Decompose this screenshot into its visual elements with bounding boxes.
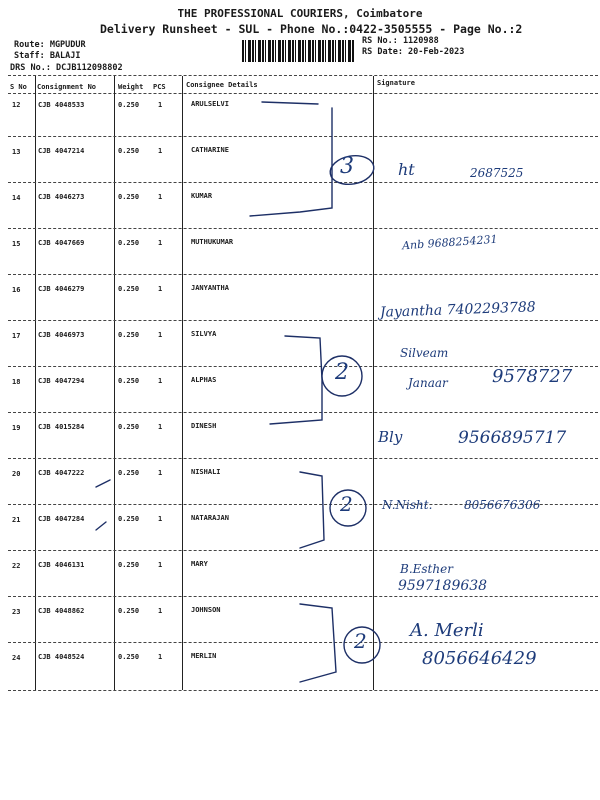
phone-number: 2687525 xyxy=(470,166,524,180)
row-consignment: CJB 4046279 xyxy=(38,285,85,293)
row-pcs: 1 xyxy=(158,285,163,293)
row-consignee: SILVYA xyxy=(191,330,217,338)
row-consignee: NISHALI xyxy=(191,468,221,476)
row-consignee: JOHNSON xyxy=(191,606,221,614)
row-pcs: 1 xyxy=(158,147,163,155)
col-consignment: Consignment No xyxy=(37,83,97,91)
count-circle-text: 3 xyxy=(340,154,354,179)
phone-number: 8056646429 xyxy=(422,648,537,669)
rs-date: RS Date: 20-Feb-2023 xyxy=(362,47,465,57)
row-weight: 0.250 xyxy=(118,331,140,339)
row-consignee: DINESH xyxy=(191,422,217,430)
row-consignment: CJB 4048524 xyxy=(38,653,85,661)
row-pcs: 1 xyxy=(158,469,163,477)
row-weight: 0.250 xyxy=(118,607,140,615)
signature: B.Esther xyxy=(400,562,453,576)
row-consignment: CJB 4046973 xyxy=(38,331,85,339)
row-consignee: CATHARINE xyxy=(191,146,229,154)
row-sno: 17 xyxy=(12,332,21,340)
row-weight: 0.250 xyxy=(118,653,140,661)
row-sno: 23 xyxy=(12,608,21,616)
row-weight: 0.250 xyxy=(118,423,140,431)
row-consignment: CJB 4046131 xyxy=(38,561,85,569)
count-circle-text: 2 xyxy=(335,360,349,385)
row-sno: 21 xyxy=(12,516,21,524)
row-pcs: 1 xyxy=(158,561,163,569)
row-sno: 12 xyxy=(12,101,21,109)
row-weight: 0.250 xyxy=(118,561,140,569)
row-consignment: CJB 4047284 xyxy=(38,515,85,523)
count-circle-text: 2 xyxy=(340,492,353,516)
row-consignee: ARULSELVI xyxy=(191,100,229,108)
row-weight: 0.250 xyxy=(118,285,140,293)
route-label: Route: MGPUDUR xyxy=(14,40,86,50)
signature: ht xyxy=(398,160,415,179)
row-pcs: 1 xyxy=(158,515,163,523)
row-pcs: 1 xyxy=(158,653,163,661)
row-weight: 0.250 xyxy=(118,469,140,477)
drs-label: DRS No.: DCJB112098802 xyxy=(10,63,123,73)
staff-label: Staff: BALAJI xyxy=(14,51,81,61)
signature-phone: Jayantha 7402293788 xyxy=(379,299,536,321)
row-consignee: KUMAR xyxy=(191,192,213,200)
row-consignee: MERLIN xyxy=(191,652,217,660)
row-pcs: 1 xyxy=(158,239,163,247)
row-pcs: 1 xyxy=(158,101,163,109)
runsheet-title: Delivery Runsheet - SUL - Phone No.:0422-3505555 - Page No.:2 xyxy=(100,22,523,36)
row-consignee: ALPHAS xyxy=(191,376,217,384)
count-circle-text: 2 xyxy=(354,629,367,653)
rs-number: RS No.: 1120988 xyxy=(362,36,439,46)
row-sno: 19 xyxy=(12,424,21,432)
phone-number: 9578727 xyxy=(492,366,573,387)
col-weight: Weight xyxy=(118,83,144,91)
phone-number: 9597189638 xyxy=(398,578,488,594)
col-pcs: PCS xyxy=(153,83,166,91)
row-weight: 0.250 xyxy=(118,377,140,385)
row-weight: 0.250 xyxy=(118,193,140,201)
row-consignment: CJB 4048862 xyxy=(38,607,85,615)
row-sno: 22 xyxy=(12,562,21,570)
row-consignment: CJB 4047222 xyxy=(38,469,85,477)
row-sno: 13 xyxy=(12,148,21,156)
row-consignment: CJB 4047214 xyxy=(38,147,85,155)
row-consignee: MARY xyxy=(191,560,208,568)
col-sno: S No xyxy=(10,83,27,91)
row-consignee: MUTHUKUMAR xyxy=(191,238,234,246)
signature: Silveam xyxy=(400,346,449,360)
row-consignment: CJB 4046273 xyxy=(38,193,85,201)
row-consignment: CJB 4047294 xyxy=(38,377,85,385)
signature: A. Merli xyxy=(410,620,484,641)
row-consignment: CJB 4015284 xyxy=(38,423,85,431)
row-pcs: 1 xyxy=(158,607,163,615)
row-weight: 0.250 xyxy=(118,147,140,155)
row-sno: 16 xyxy=(12,286,21,294)
row-sno: 18 xyxy=(12,378,21,386)
row-weight: 0.250 xyxy=(118,239,140,247)
row-sno: 14 xyxy=(12,194,21,202)
row-consignment: CJB 4048533 xyxy=(38,101,85,109)
signature-phone: Anb 9688254231 xyxy=(401,232,498,253)
company-title: THE PROFESSIONAL COURIERS, Coimbatore xyxy=(177,7,423,20)
phone-number: 8056676306 xyxy=(464,498,541,512)
signature: Janaar xyxy=(408,376,448,390)
row-weight: 0.250 xyxy=(118,515,140,523)
signature: N.Nisht. xyxy=(382,498,433,512)
row-consignment: CJB 4047669 xyxy=(38,239,85,247)
signature: Bly xyxy=(378,428,403,446)
row-weight: 0.250 xyxy=(118,101,140,109)
row-sno: 20 xyxy=(12,470,21,478)
row-sno: 15 xyxy=(12,240,21,248)
col-consignee: Consignee Details xyxy=(186,81,258,89)
row-sno: 24 xyxy=(12,654,21,662)
row-pcs: 1 xyxy=(158,193,163,201)
row-consignee: JANYANTHA xyxy=(191,284,229,292)
col-signature: Signature xyxy=(377,79,415,87)
row-pcs: 1 xyxy=(158,423,163,431)
row-pcs: 1 xyxy=(158,331,163,339)
phone-number: 9566895717 xyxy=(458,428,567,448)
row-consignee: NATARAJAN xyxy=(191,514,229,522)
row-pcs: 1 xyxy=(158,377,163,385)
